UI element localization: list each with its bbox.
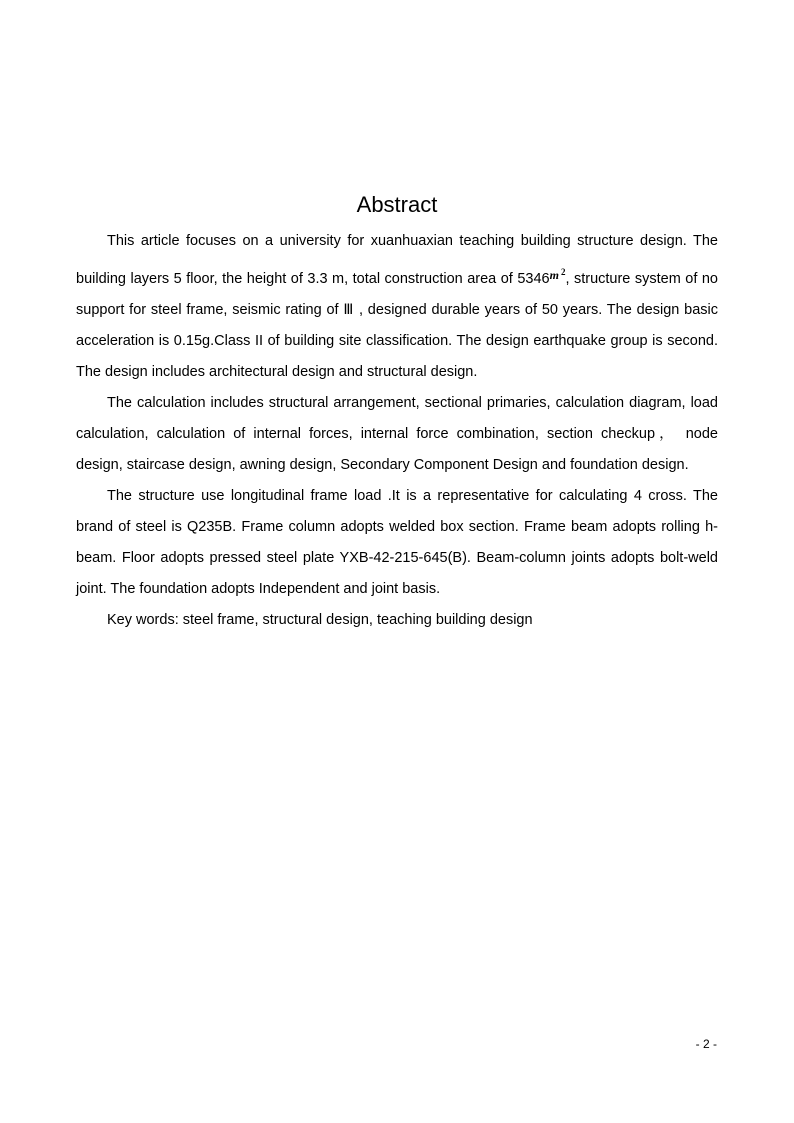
abstract-paragraph-2: The calculation includes structural arrangement, sectional primaries, calculation diagram, load calculation, calculation of internal forces, internal force combination, section checkup， node design, staircase design, awning design, Secondary Component Design and foundation design.: [76, 395, 718, 473]
abstract-paragraph-1: [76, 226, 718, 388]
keywords-line: Key words: steel frame, structural design, teaching building design: [107, 612, 533, 628]
abstract-body: [76, 226, 718, 636]
area-unit-exponent: 2: [560, 267, 566, 277]
paragraph-1-text-start: This article focuses on a university for xuanhuaxian teaching building structure design. The building layers 5 floor, the height of 3.3 m, total construction area of 5346: [76, 233, 718, 287]
area-unit-base: m: [549, 268, 559, 282]
page-number: - 2 -: [695, 1037, 717, 1051]
abstract-paragraph-3: The structure use longitudinal frame load .It is a representative for calculating 4 cross. The brand of steel is Q235B. Frame column adopts welded box section. Frame beam adopts rolling h-beam. Floor adopts pressed steel plate YXB-42-215-645(B). Beam-column joints adopts bolt-weld joint. The foundation adopts Independent and joint basis.: [76, 488, 718, 597]
page-title: Abstract: [356, 192, 438, 217]
area-unit: [550, 268, 566, 282]
paragraph-1-text-end: , structure system of no support for steel frame, seismic rating of Ⅲ , designed durable years of 50 years. The design basic acceleration is 0.15g.Class II of building site classification. The design earthquake group is second. The design includes architectural design and structural design.: [76, 271, 718, 380]
